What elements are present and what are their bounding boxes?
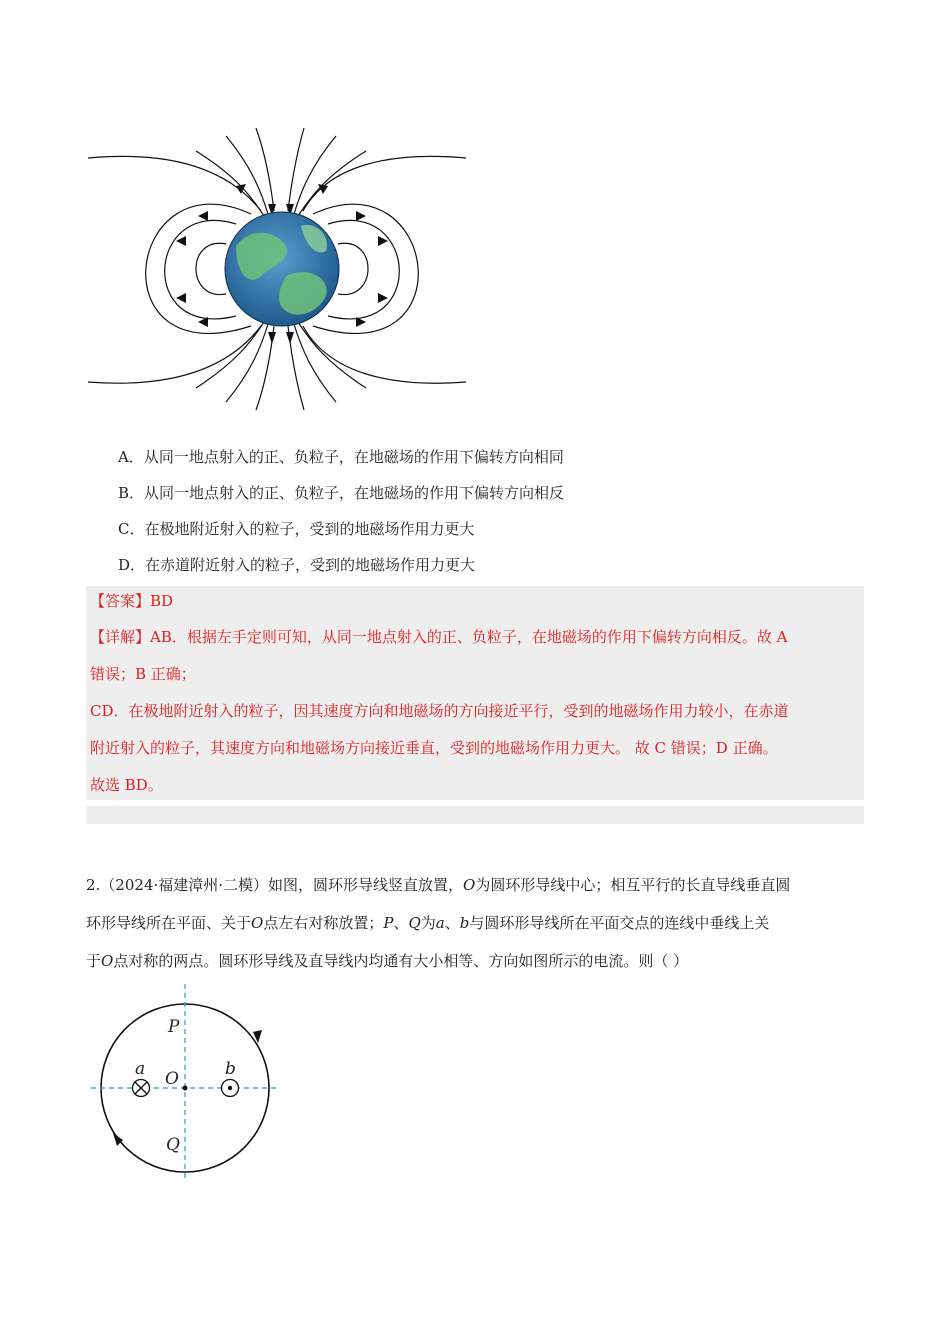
option-c bbox=[118, 518, 475, 539]
label-p: P bbox=[168, 1017, 180, 1037]
q-symbol-o: O bbox=[251, 914, 264, 932]
option-b bbox=[118, 482, 564, 503]
option-d bbox=[118, 554, 475, 575]
option-letter: B． bbox=[118, 484, 145, 502]
option-a bbox=[118, 446, 564, 467]
center-point bbox=[183, 1086, 188, 1091]
q-text: 为圆环形导线中心；相互平行的长直导线垂直圆 bbox=[475, 876, 791, 894]
q-symbol-b: b bbox=[459, 914, 470, 932]
q-text: 点左右对称放置； bbox=[263, 914, 384, 932]
option-text: 在赤道附近射入的粒子，受到的地磁场作用力更大 bbox=[145, 556, 476, 574]
detail-line-1 bbox=[90, 626, 787, 647]
earth-magnetic-field-figure bbox=[86, 126, 468, 412]
answer-line bbox=[90, 590, 173, 611]
detail-tag: 【详解】 bbox=[90, 628, 151, 646]
label-a: a bbox=[135, 1059, 146, 1079]
ring-conductor-figure bbox=[86, 982, 286, 1182]
blank-box bbox=[86, 806, 864, 824]
label-q: Q bbox=[166, 1135, 180, 1155]
detail-line-3: CD．在极地附近射入的粒子，因其速度方向和地磁场的方向接近平行，受到的地磁场作用力较小，在赤道 bbox=[90, 702, 789, 720]
detail-line-2: 错误；B 正确； bbox=[90, 665, 196, 683]
option-text: 从同一地点射入的正、负粒子，在地磁场的作用下偏转方向相同 bbox=[143, 448, 564, 466]
q-symbol-o: O bbox=[101, 952, 114, 970]
q-symbol-o: O bbox=[463, 876, 476, 894]
q-symbol-p: P bbox=[383, 914, 394, 932]
q-text: 、 bbox=[393, 914, 409, 932]
label-o: O bbox=[165, 1069, 179, 1089]
q-text: 与圆环形导线所在平面交点的连线中垂线上关 bbox=[469, 914, 770, 932]
q-text: 点对称的两点。圆环形导线及直导线内均通有大小相等、方向如图所示的电流。则（ ） bbox=[113, 952, 689, 970]
option-text: 从同一地点射入的正、负粒子，在地磁场的作用下偏转方向相反 bbox=[144, 484, 565, 502]
label-b: b bbox=[225, 1059, 236, 1079]
wire-a-into-page-icon bbox=[133, 1080, 150, 1097]
detail-line-5: 故选 BD。 bbox=[90, 776, 163, 794]
q-symbol-a: a bbox=[435, 914, 445, 932]
q-text: 2.（2024·福建漳州·二模）如图，圆环形导线竖直放置， bbox=[86, 876, 464, 894]
q-symbol-q: Q bbox=[408, 914, 421, 932]
answer-value: BD bbox=[150, 592, 174, 610]
question2-line-2 bbox=[86, 912, 769, 933]
q-text: 于 bbox=[86, 952, 102, 970]
option-letter: C． bbox=[118, 520, 145, 538]
question2-line-3 bbox=[86, 950, 688, 971]
option-letter: A． bbox=[118, 448, 144, 466]
option-text: 在极地附近射入的粒子，受到的地磁场作用力更大 bbox=[144, 520, 475, 538]
question2-line-1 bbox=[86, 874, 790, 895]
answer-box bbox=[86, 586, 864, 800]
option-letter: D． bbox=[118, 556, 146, 574]
q-text: 、 bbox=[444, 914, 460, 932]
q-text: 环形导线所在平面、关于 bbox=[86, 914, 252, 932]
answer-tag: 【答案】 bbox=[90, 592, 151, 610]
wire-b-out-of-page-icon bbox=[222, 1080, 239, 1097]
detail-text: AB．根据左手定则可知，从同一地点射入的正、负粒子，在地磁场的作用下偏转方向相反。故 A bbox=[150, 628, 788, 646]
detail-line-4: 附近射入的粒子，其速度方向和地磁场方向接近垂直，受到的地磁场作用力更大。 故 C 错误；D 正确。 bbox=[90, 739, 778, 757]
q-text: 为 bbox=[420, 914, 436, 932]
